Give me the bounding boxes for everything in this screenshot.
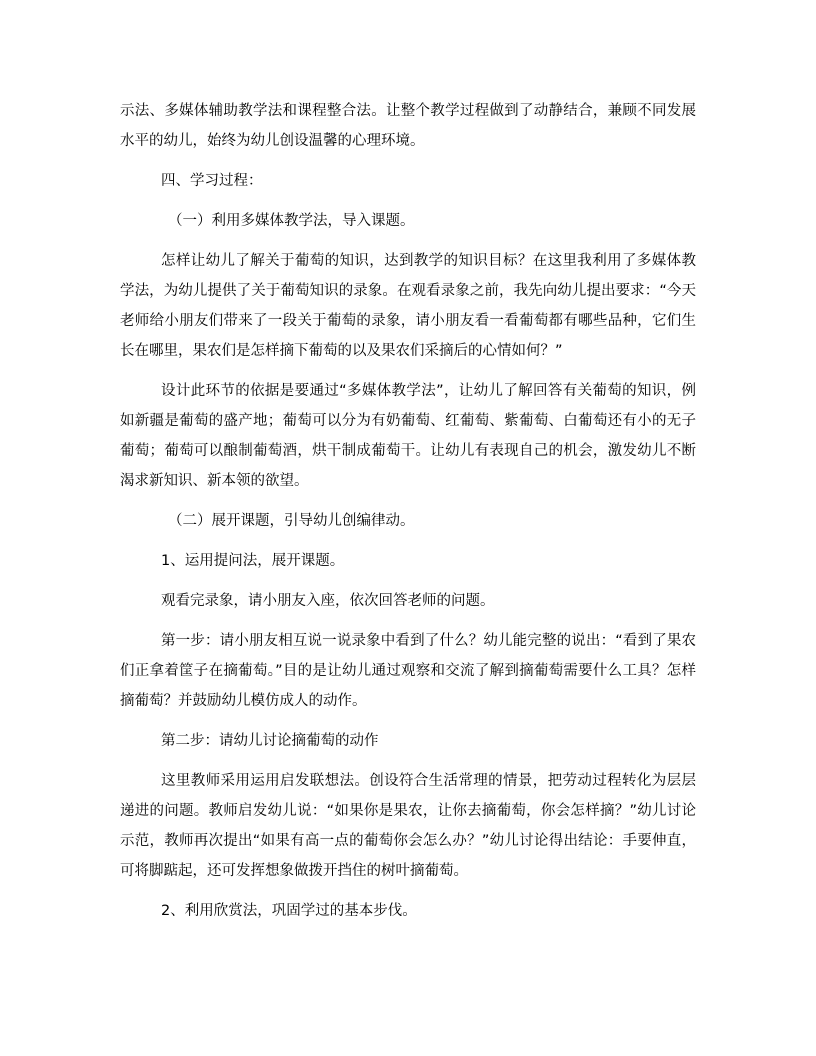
subheading-multimedia-intro: （一）利用多媒体教学法，导入课题。	[168, 213, 415, 229]
paragraph-step-one: 第一步：请小朋友相互说一说录象中看到了什么？幼儿能完整的说出：“看到了果农们正拿着筐子在摘葡萄。”目的是让幼儿通过观察和交流了解到摘葡萄需要什么工具？怎样摘葡萄？并鼓励幼儿模仿成人的动作。	[120, 633, 696, 709]
list-item-appreciation-method: 2、利用欣赏法，巩固学过的基本步伐。	[161, 903, 417, 919]
paragraph-after-video: 观看完录象，请小朋友入座，依次回答老师的问题。	[161, 593, 495, 609]
paragraph-multimedia-method: 怎样让幼儿了解关于葡萄的知识，达到教学的知识目标？在这里我利用了多媒体教学法，为幼儿提供了关于葡萄知识的录象。在观看录象之前，我先向幼儿提出要求：“今天老师给小朋友们带来了一段关于葡萄的录象，请小朋友看一看葡萄都有哪些品种，它们生长在哪里，果农们是怎样摘下葡萄的以及果农们采摘后的心情如何？”	[120, 253, 696, 359]
list-item-questioning-method: 1、运用提问法，展开课题。	[161, 553, 345, 569]
document-body	[120, 96, 696, 926]
subheading-expand-topic: （二）展开课题，引导幼儿创编律动。	[168, 513, 415, 529]
paragraph-step-two: 第二步：请幼儿讨论摘葡萄的动作	[161, 733, 379, 749]
paragraph-inspiration-method: 这里教师采用运用启发联想法。创设符合生活常理的情景，把劳动过程转化为层层递进的问题。教师启发幼儿说：“如果你是果农，让你去摘葡萄，你会怎样摘？”幼儿讨论示范，教师再次提出“如果有高一点的葡萄你会怎么办？”幼儿讨论得出结论：手要伸直，可将脚踮起，还可发挥想象做拨开挡住的树叶摘葡萄。	[120, 773, 696, 879]
paragraph-teaching-methods-continued: 示法、多媒体辅助教学法和课程整合法。让整个教学过程做到了动静结合，兼顾不同发展水平的幼儿，始终为幼儿创设温馨的心理环境。	[120, 103, 696, 149]
paragraph-design-rationale: 设计此环节的依据是要通过“多媒体教学法”，让幼儿了解回答有关葡萄的知识，例如新疆是葡萄的盛产地；葡萄可以分为有奶葡萄、红葡萄、紫葡萄、白葡萄还有小的无子葡萄；葡萄可以酿制葡萄酒，烘干制成葡萄干。让幼儿有表现自己的机会，激发幼儿不断渴求新知识、新本领的欲望。	[120, 383, 696, 489]
section-heading-learning-process: 四、学习过程：	[161, 173, 263, 189]
